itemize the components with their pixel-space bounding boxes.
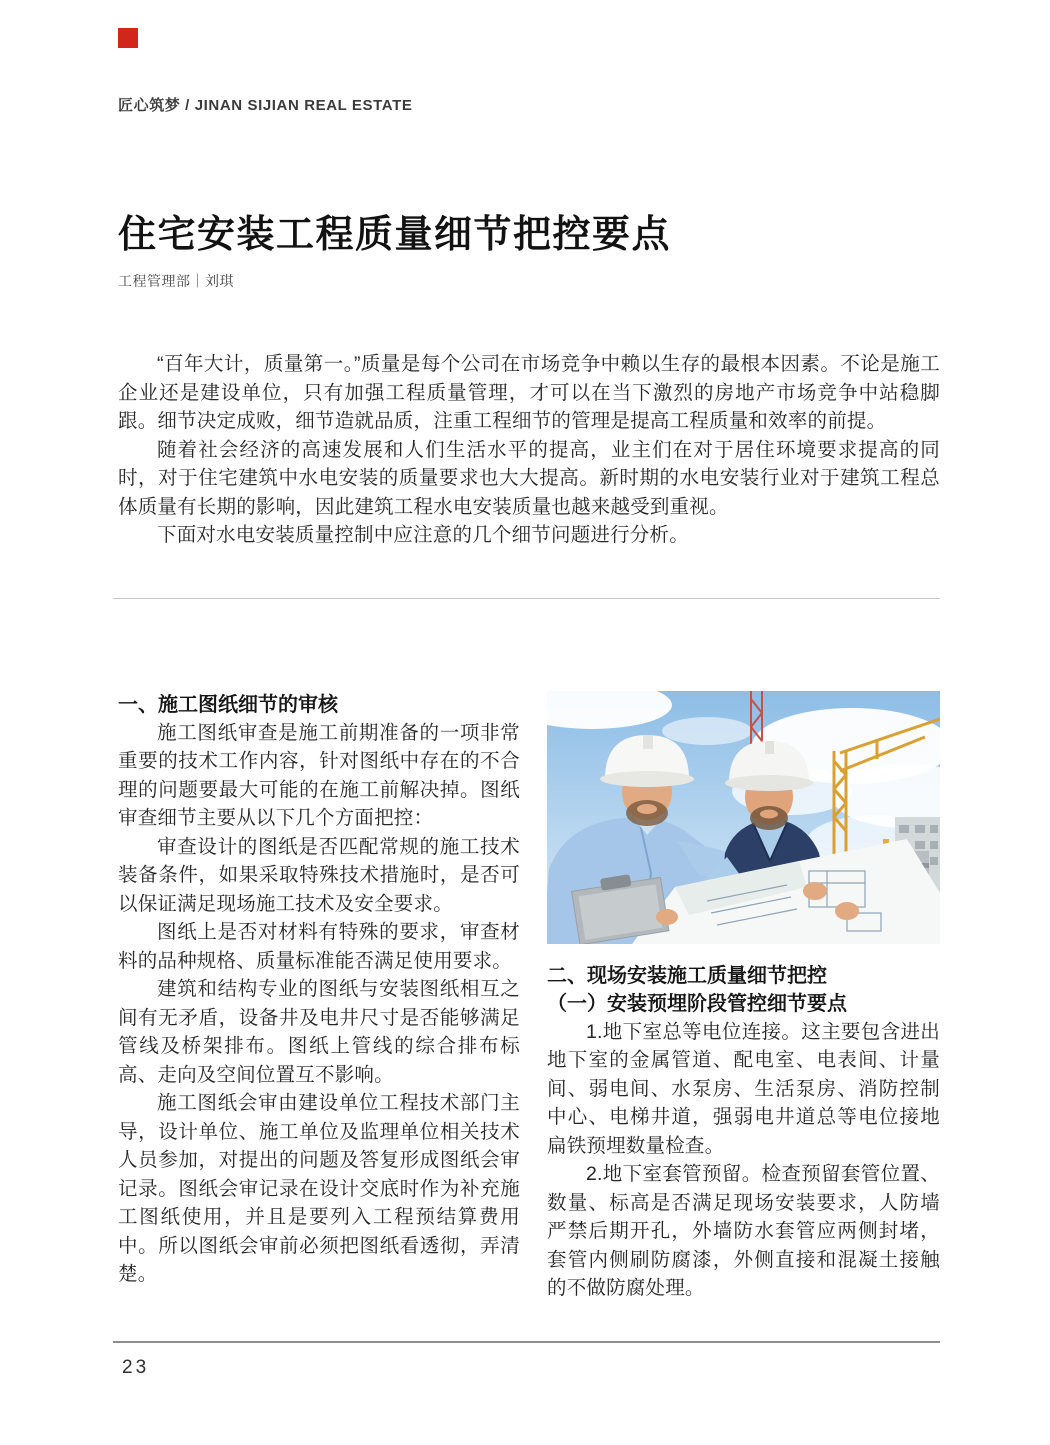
hand bbox=[835, 902, 859, 920]
brand-logo-square bbox=[118, 28, 138, 48]
left-column bbox=[118, 691, 520, 1289]
section1-paragraph: 图纸上是否对材料有特殊的要求，审查材料的品种规格、质量标准能否满足使用要求。 bbox=[118, 921, 520, 972]
hand bbox=[803, 882, 827, 900]
section2-subheading: （一）安装预埋阶段管控细节要点 bbox=[547, 992, 847, 1015]
section1-paragraph: 建筑和结构专业的图纸与安装图纸相互之间有无矛盾，设备井及电井尺寸是否能够满足管线及桥架排布。图纸上管线的综合排布标高、走向及空间位置互不影响。 bbox=[118, 978, 520, 1086]
intro-block bbox=[118, 350, 940, 550]
section2-paragraph: 2.地下室套管预留。检查预留套管位置、数量、标高是否满足现场安装要求，人防墙严禁后期开孔，外墙防水套管应两侧封堵，套管内侧刷防腐漆，外侧直接和混凝土接触的不做防腐处理。 bbox=[547, 1163, 940, 1299]
page-footer bbox=[113, 1341, 940, 1379]
section1-heading: 一、施工图纸细节的审核 bbox=[118, 693, 338, 716]
photo-illustration bbox=[547, 691, 940, 944]
hand bbox=[656, 909, 678, 925]
magazine-page bbox=[0, 28, 1050, 1445]
section2-paragraph: 1.地下室总等电位连接。这主要包含进出地下室的金属管道、配电室、电表间、计量间、弱电间、水泵房、生活泵房、消防控制中心、电梯井道，强弱电井道总等电位接地扁铁预埋数量检查。 bbox=[547, 1020, 940, 1157]
section2-heading: 二、现场安装施工质量细节把控 bbox=[547, 964, 827, 987]
two-column-layout bbox=[118, 691, 940, 1303]
intro-paragraph: 下面对水电安装质量控制中应注意的几个细节问题进行分析。 bbox=[157, 524, 689, 546]
section1-paragraph: 施工图纸审查是施工前期准备的一项非常重要的技术工作内容，针对图纸中存在的不合理的问题要最大可能的在施工前解决掉。图纸审查细节主要从以下几个方面把控： bbox=[118, 721, 520, 829]
construction-workers-photo bbox=[547, 691, 940, 944]
article-byline: 工程管理部｜刘琪 bbox=[118, 273, 234, 289]
brand-header: 匠心筑梦 / JINAN SIJIAN REAL ESTATE bbox=[118, 97, 413, 114]
section-divider bbox=[113, 598, 940, 599]
page-title: 住宅安装工程质量细节把控要点 bbox=[118, 214, 672, 256]
right-column bbox=[547, 691, 940, 1303]
footer-divider bbox=[113, 1341, 940, 1343]
section1-paragraph: 审查设计的图纸是否匹配常规的施工技术装备条件，如果采取特殊技术措施时，是否可以保证满足现场施工技术及安全要求。 bbox=[118, 835, 520, 915]
intro-paragraph: 随着社会经济的高速发展和人们生活水平的提高，业主们在对于居住环境要求提高的同时，对于住宅建筑中水电安装的质量要求也大大提高。新时期的水电安装行业对于建筑工程总体质量有长期的影响，因此建筑工程水电安装质量也越来越受到重视。 bbox=[118, 438, 940, 518]
page-number: 23 bbox=[122, 1357, 150, 1378]
intro-paragraph: “百年大计，质量第一。”质量是每个公司在市场竞争中赖以生存的最根本因素。不论是施工企业还是建设单位，只有加强工程质量管理，才可以在当下激烈的房地产市场竞争中站稳脚跟。细节决定成败，细节造就品质，注重工程细节的管理是提高工程质量和效率的前提。 bbox=[118, 353, 940, 432]
section1-paragraph: 施工图纸会审由建设单位工程技术部门主导，设计单位、施工单位及监理单位相关技术人员参加，对提出的问题及答复形成图纸会审记录。图纸会审记录在设计交底时作为补充施工图纸使用，并且是要列入工程预结算费用中。所以图纸会审前必须把图纸看透彻，弄清楚。 bbox=[118, 1092, 520, 1285]
